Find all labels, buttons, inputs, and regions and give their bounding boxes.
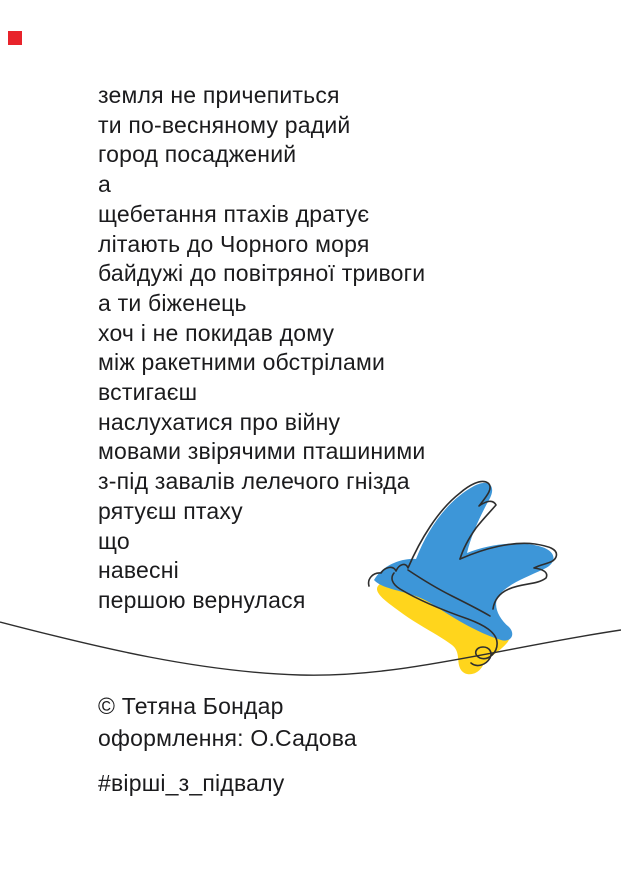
poem-line: першою вернулася bbox=[98, 586, 306, 613]
poem-line: а ти біженець bbox=[98, 289, 247, 316]
poem-line: ти по-весняному радий bbox=[98, 111, 351, 138]
poem-line: земля не причепиться bbox=[98, 82, 340, 108]
wire-line-graphic bbox=[0, 600, 621, 700]
poem-line: рятуєш птаху bbox=[98, 497, 243, 524]
poem-line: хоч і не покидав дому bbox=[98, 319, 335, 346]
design-credit: оформлення: О.Садова bbox=[98, 725, 357, 751]
poem-line: що bbox=[98, 527, 130, 554]
poem-line: мовами звірячими пташиними bbox=[98, 438, 426, 465]
poem-line: наслухатися про війну bbox=[98, 408, 341, 435]
poem-line: щебетання птахів дратує bbox=[98, 200, 370, 227]
credits bbox=[98, 690, 357, 799]
poem-line: а bbox=[98, 171, 111, 198]
poem-line: з-під завалів лелечого гнізда bbox=[98, 468, 410, 495]
poem-line: встигаєш bbox=[98, 379, 198, 406]
poem-line: навесні bbox=[98, 557, 179, 584]
poem-line: город посаджений bbox=[98, 141, 297, 168]
poem-line: між ракетними обстрілами bbox=[98, 349, 386, 376]
poem-line: байдужі до повітряної тривоги bbox=[98, 260, 426, 287]
wire-line bbox=[0, 622, 621, 675]
poem-line: літають до Чорного моря bbox=[98, 230, 370, 257]
author-credit: © Тетяна Бондар bbox=[98, 693, 284, 719]
red-accent-square bbox=[8, 31, 22, 45]
hashtag: #вірші_з_підвалу bbox=[98, 770, 285, 796]
